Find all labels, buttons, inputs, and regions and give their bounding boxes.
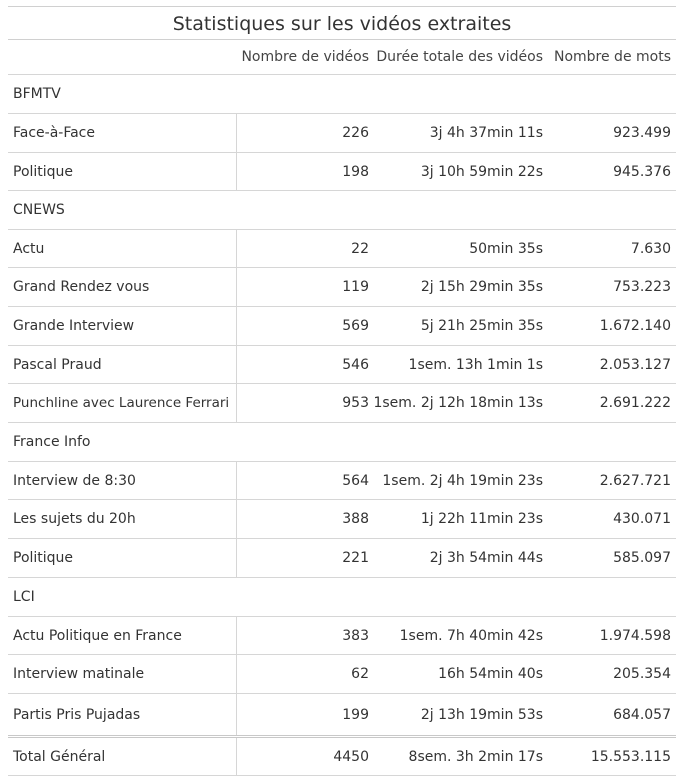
row-duration: 16h 54min 40s	[438, 666, 543, 682]
row-count: 388	[342, 511, 369, 527]
row-duration: 2j 15h 29min 35s	[420, 279, 543, 295]
row-words: 1.672.140	[599, 318, 671, 334]
table-title: Statistiques sur les vidéos extraites	[8, 6, 676, 40]
row-duration: 2j 13h 19min 53s	[420, 706, 543, 723]
group-row-lci	[8, 578, 676, 617]
row-name: Interview matinale	[8, 655, 237, 693]
table-row	[8, 346, 676, 384]
row-count: 226	[342, 125, 369, 141]
row-words: 585.097	[613, 550, 671, 566]
row-count: 546	[342, 356, 369, 373]
column-header-duration: Durée totale des vidéos	[376, 49, 543, 65]
row-words: 2.053.127	[599, 356, 671, 373]
group-row-france-info	[8, 423, 676, 462]
row-duration: 3j 10h 59min 22s	[420, 163, 543, 180]
row-words: 430.071	[613, 511, 671, 527]
table-row	[8, 462, 676, 500]
group-row-cnews	[8, 191, 676, 230]
table-row	[8, 500, 676, 539]
row-name: Face-à-Face	[8, 114, 237, 152]
row-duration: 1j 22h 11min 23s	[420, 511, 543, 527]
table-row	[8, 539, 676, 578]
row-count: 22	[351, 240, 369, 257]
row-name: Actu Politique en France	[8, 617, 237, 654]
row-name: Grande Interview	[8, 307, 237, 345]
row-count: 198	[342, 163, 369, 180]
row-count: 62	[351, 666, 369, 682]
table-row	[8, 655, 676, 694]
total-count: 4450	[333, 748, 369, 765]
group-label: France Info	[13, 434, 91, 450]
group-row-bfmtv	[8, 75, 676, 114]
row-name: Partis Pris Pujadas	[8, 694, 237, 735]
row-words: 2.691.222	[599, 395, 671, 411]
table-row	[8, 153, 676, 191]
total-words: 15.553.115	[590, 748, 671, 765]
row-count: 953	[342, 395, 369, 411]
row-count: 569	[342, 318, 369, 334]
row-words: 684.057	[613, 706, 671, 723]
row-duration: 1sem. 2j 12h 18min 13s	[373, 395, 543, 411]
row-count: 119	[342, 279, 369, 295]
row-name: Interview de 8:30	[8, 462, 237, 499]
row-name: Les sujets du 20h	[8, 500, 237, 538]
group-label: CNEWS	[13, 202, 65, 218]
table-row	[8, 268, 676, 307]
total-duration: 8sem. 3h 2min 17s	[408, 748, 543, 765]
table-row	[8, 617, 676, 655]
row-duration: 3j 4h 37min 11s	[429, 125, 543, 141]
table-row	[8, 694, 676, 735]
row-count: 564	[342, 472, 369, 489]
row-duration: 1sem. 2j 4h 19min 23s	[382, 472, 543, 489]
column-header-words: Nombre de mots	[553, 49, 671, 65]
column-header-row	[8, 40, 676, 75]
row-count: 199	[342, 706, 369, 723]
row-words: 1.974.598	[599, 627, 671, 644]
row-words: 205.354	[613, 666, 671, 682]
total-row	[8, 738, 676, 776]
column-header-count: Nombre de vidéos	[241, 49, 369, 65]
row-name: Punchline avec Laurence Ferrari	[8, 384, 237, 422]
row-count: 383	[342, 627, 369, 644]
row-words: 753.223	[613, 279, 671, 295]
group-label: LCI	[13, 589, 35, 605]
group-label: BFMTV	[13, 86, 61, 102]
row-duration: 1sem. 13h 1min 1s	[408, 356, 543, 373]
row-count: 221	[342, 550, 369, 566]
table-row	[8, 307, 676, 346]
row-words: 7.630	[630, 240, 671, 257]
row-name: Pascal Praud	[8, 346, 237, 383]
table-row	[8, 114, 676, 153]
row-name: Politique	[8, 153, 237, 190]
row-duration: 50min 35s	[469, 240, 543, 257]
row-words: 923.499	[613, 125, 671, 141]
row-name: Politique	[8, 539, 237, 577]
table-row	[8, 230, 676, 268]
row-duration: 2j 3h 54min 44s	[429, 550, 543, 566]
row-duration: 5j 21h 25min 35s	[420, 318, 543, 334]
row-name: Actu	[8, 230, 237, 267]
table-row	[8, 384, 676, 423]
row-duration: 1sem. 7h 40min 42s	[399, 627, 543, 644]
row-words: 2.627.721	[599, 472, 671, 489]
row-name: Grand Rendez vous	[8, 268, 237, 306]
total-label: Total Général	[8, 738, 237, 775]
row-words: 945.376	[613, 163, 671, 180]
